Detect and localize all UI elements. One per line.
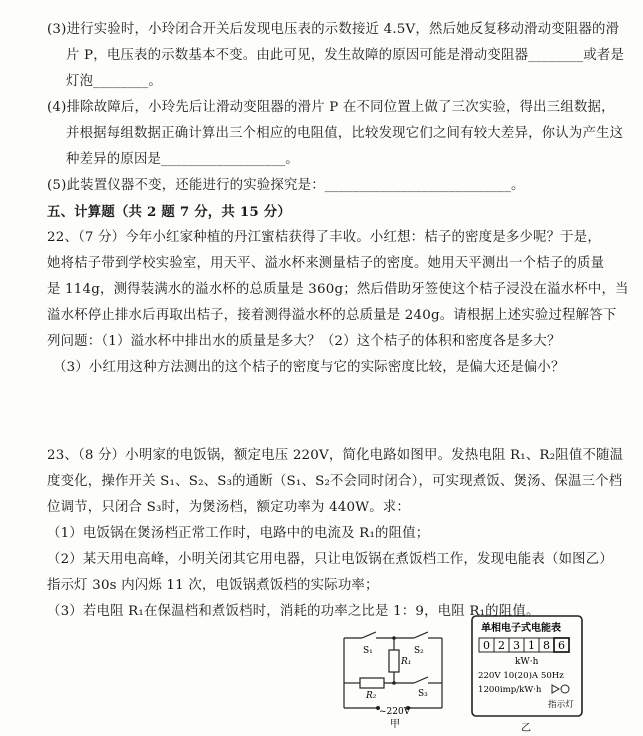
q22-line-3: 是 114g，测得装满水的溢水杯的总质量是 360g；然后借助牙签使这个桔子浸没在溢水杯中，当 xyxy=(47,282,629,297)
label-s2: S₂ xyxy=(414,646,424,656)
meter-digit: 2 xyxy=(498,639,505,652)
indicator-lamp-icon xyxy=(561,685,569,693)
q4-line-1: (4)排除故障后，小玲先后让滑动变阻器的滑片 P 在不同位置上做了三次实验，得出三组数据， xyxy=(47,100,615,115)
energy-meter xyxy=(468,612,588,734)
meter-digit: 6 xyxy=(558,639,565,652)
resistor-r1 xyxy=(389,650,399,672)
section-heading: 五、计算题（共 2 题 7 分，共 15 分） xyxy=(47,204,291,220)
label-yi: 乙 xyxy=(521,723,531,734)
meter-digit: 1 xyxy=(528,639,535,652)
label-r2: R₂ xyxy=(366,691,377,701)
circuit-diagram xyxy=(330,628,460,730)
q22-line-2: 她将桔子带到学校实验室，用天平、溢水杯来测量桔子的密度。她用天平测出一个桔子的质量 xyxy=(47,256,605,271)
switch-s3 xyxy=(414,677,428,683)
label-r1: R₁ xyxy=(401,657,412,667)
label-s3: S₃ xyxy=(418,689,428,699)
q23-line-2: 度变化，操作开关 S₁、S₂、S₃的通断（S₁、S₂不会同时闭合），可实现煮饭、煲汤、保温三个档 xyxy=(47,474,623,489)
q22-line-5: 列问题：（1）溢水杯中排出水的质量是多大？（2）这个桔子的体积和密度各是多大？ xyxy=(47,334,561,349)
switch-s1 xyxy=(362,632,376,638)
q23-line-7: （3）若电阻 R₁在保温档和煮饭档时，消耗的功率之比是 1：9，电阻 R₁的阻值。 xyxy=(47,604,540,619)
meter-imp: 1200imp/kW·h xyxy=(478,685,542,695)
q3-line-2: 片 P，电压表的示数基本不变。由此可见，发生故障的原因可能是滑动变阻器________或者是 xyxy=(66,48,625,63)
q23-line-4: （1）电饭锅在煲汤档正常工作时，电路中的电流及 R₁的阻值； xyxy=(47,526,430,541)
meter-title: 单相电子式电能表 xyxy=(481,623,561,634)
q4-line-2: 并根据每组数据正确计算出三个相应的电阻值，比较发现它们之间有较大差异，你认为产生这 xyxy=(66,126,624,141)
q22-line-4: 溢水杯停止排水后再取出桔子，接着测得溢水杯的总质量是 240g。请根据上述实验过程解答下 xyxy=(47,308,617,323)
label-jia: 甲 xyxy=(390,719,400,730)
q3-line-1: (3)进行实验时，小玲闭合开关后发现电压表的示数接近 4.5V，然后她反复移动滑动变阻器的滑 xyxy=(47,22,620,37)
q22-line-6: （3）小红用这种方法测出的这个桔子的密度与它的实际密度比较，是偏大还是偏小？ xyxy=(53,360,565,375)
meter-digit: 0 xyxy=(483,639,490,652)
meter-digit: 8 xyxy=(543,639,550,652)
q3-line-3: 灯泡________。 xyxy=(66,74,162,89)
meter-digit: 3 xyxy=(513,639,520,652)
label-supply: ~220V xyxy=(379,707,411,717)
switch-s2 xyxy=(414,632,428,638)
q22-line-1: 22、（7 分）今年小红家种植的丹江蜜桔获得了丰收。小红想：桔子的密度是多少呢？于是， xyxy=(47,230,601,245)
q23-line-3: 位调节，只闭合 S₃时，为煲汤档，额定功率为 440W。求： xyxy=(47,500,410,515)
meter-lamp-label: 指示灯 xyxy=(548,700,574,710)
q23-line-5: （2）某天用电高峰，小明关闭其它用电器，只让电饭锅在煮饭档工作，发现电能表（如图乙） xyxy=(47,552,613,567)
q23-line-1: 23、（8 分）小明家的电饭锅，额定电压 220V，简化电路如图甲。发热电阻 R₁、R₂阻值不随温 xyxy=(47,448,624,463)
arrow-icon xyxy=(552,685,559,693)
q5-line: (5)此装置仪器不变，还能进行的实验探究是：___________________________。 xyxy=(47,178,525,193)
q4-line-3: 种差异的原因是__________________。 xyxy=(66,152,299,167)
meter-spec: 220V 10(20)A 50Hz xyxy=(478,671,564,681)
meter-digits xyxy=(479,638,569,652)
label-s1: S₁ xyxy=(363,646,373,656)
resistor-r2 xyxy=(360,678,384,688)
q23-line-6: 指示灯 30s 内闪烁 11 次，电饭锅煮饭档的实际功率； xyxy=(47,578,379,593)
meter-unit: kW·h xyxy=(515,657,539,667)
